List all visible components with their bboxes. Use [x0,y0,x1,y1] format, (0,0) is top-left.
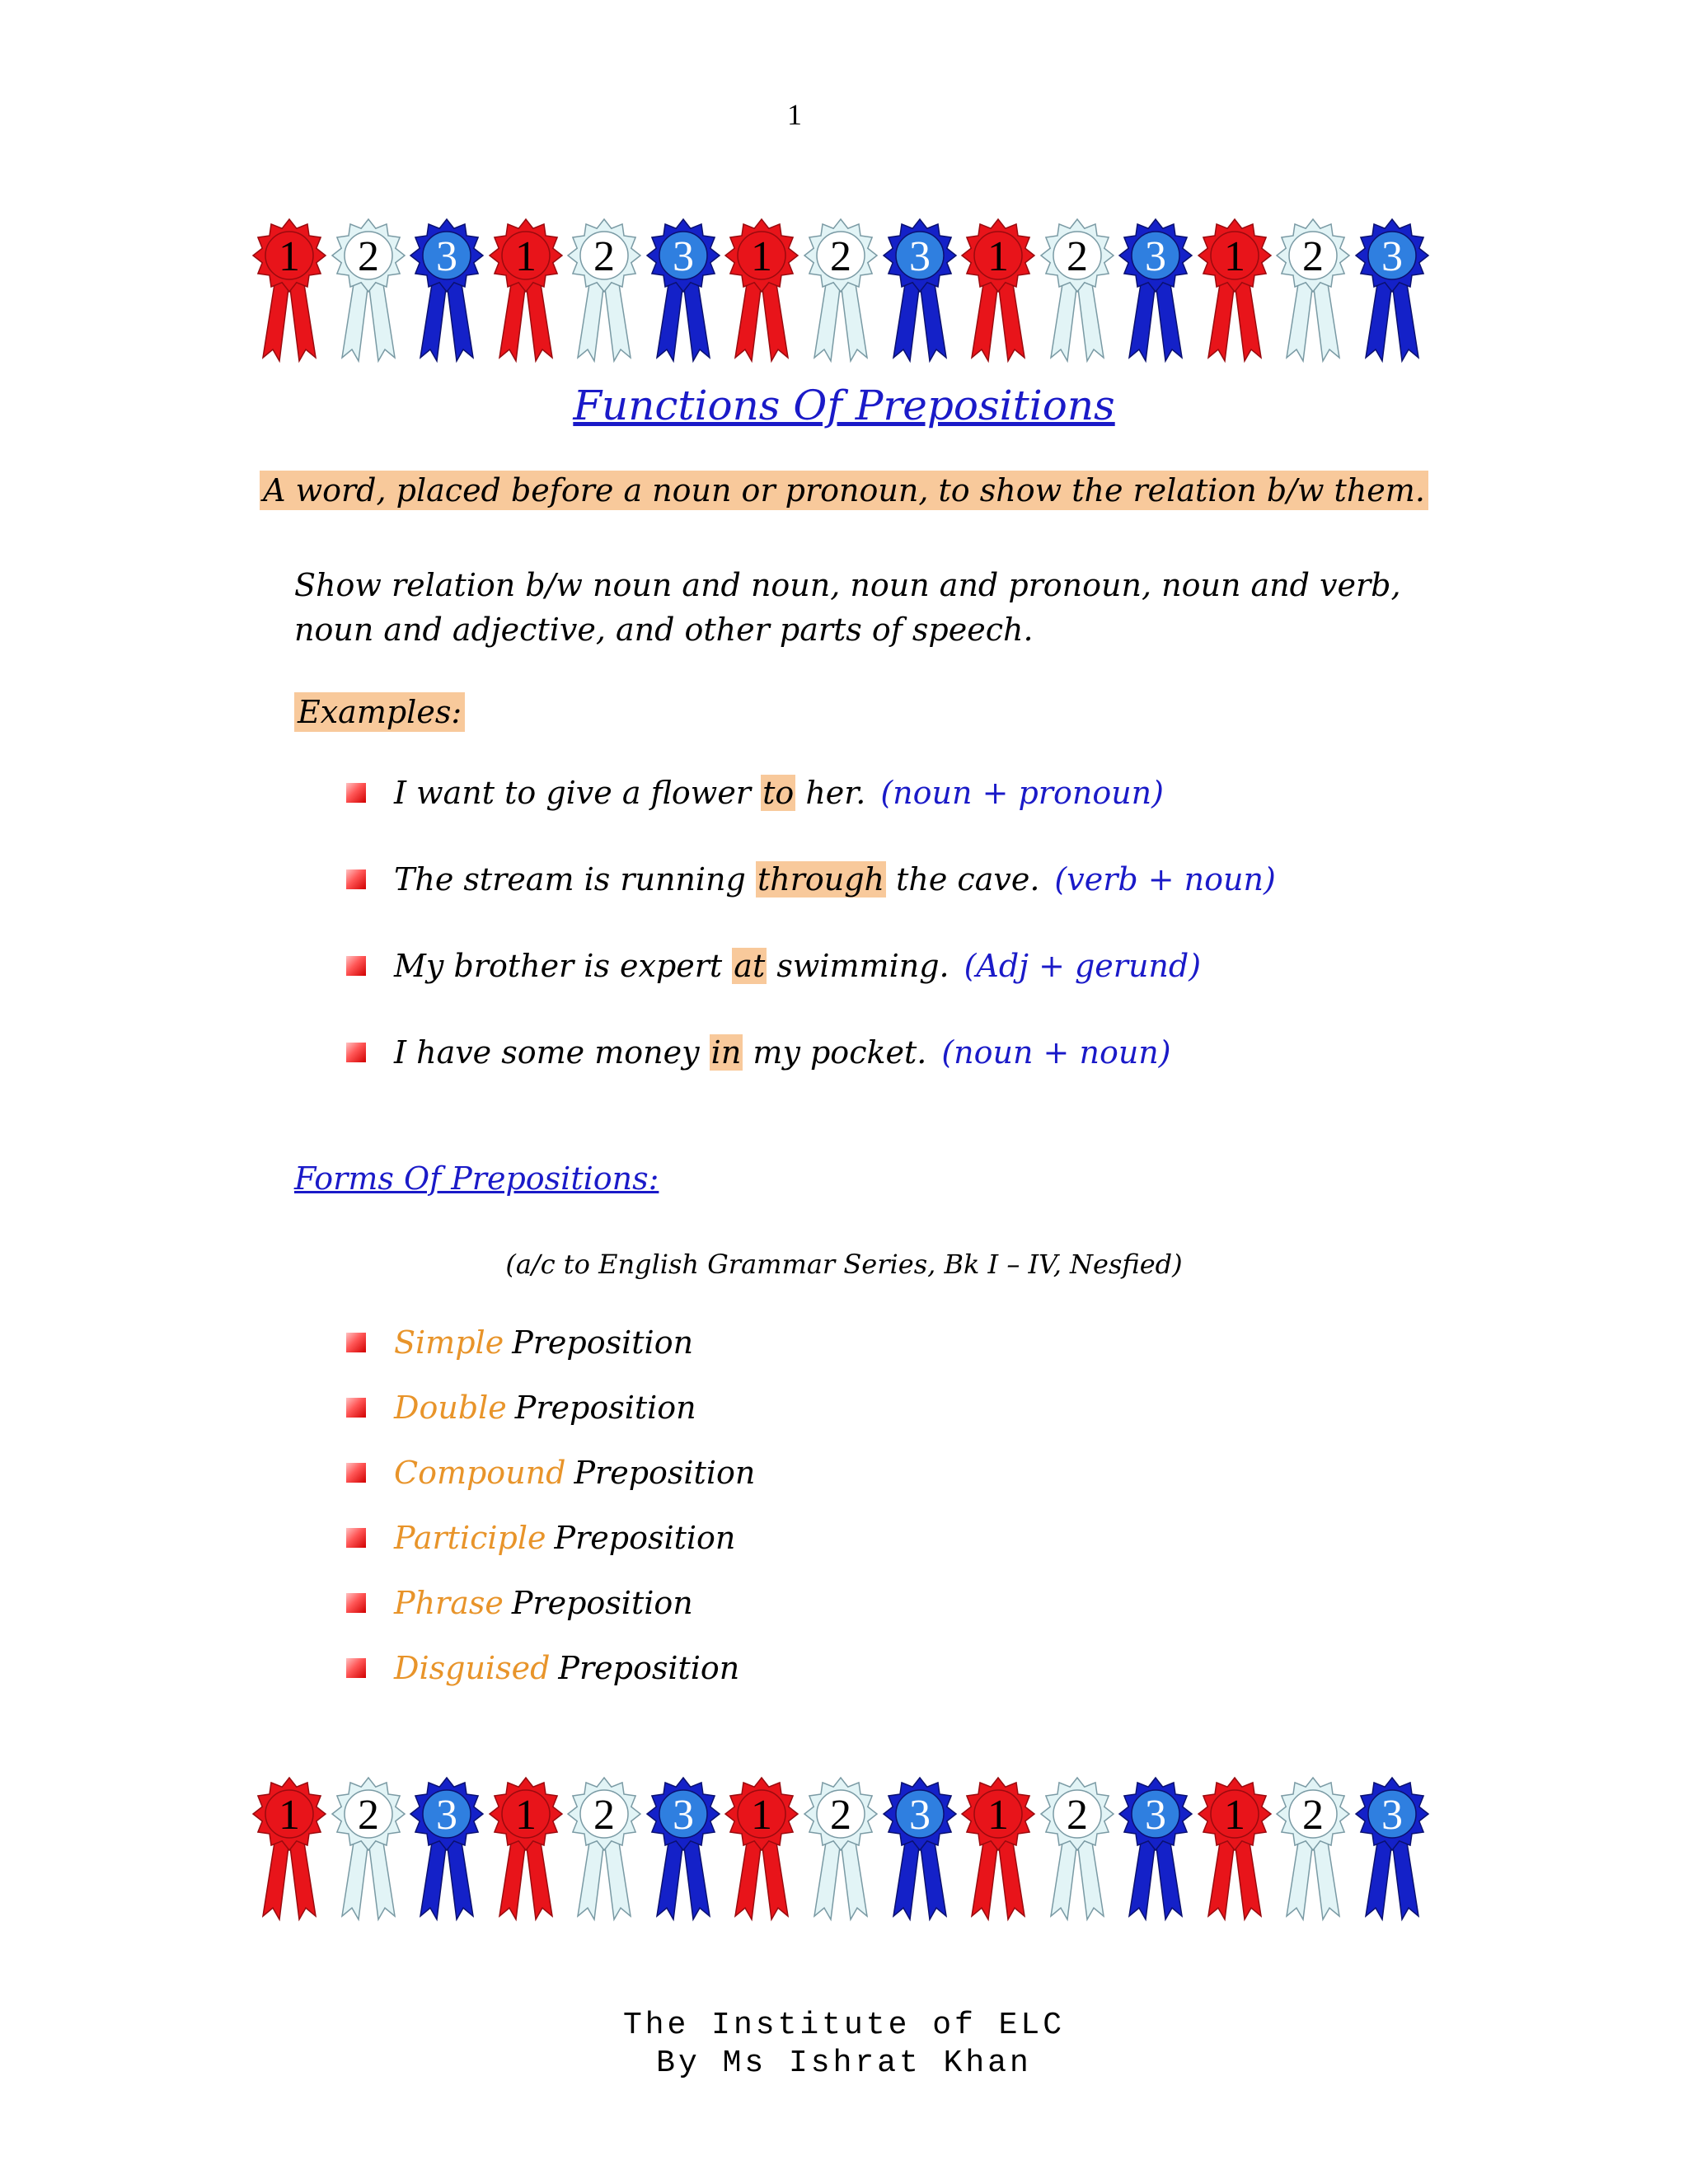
example-text-before: I want to give a flower [394,775,751,811]
preposition-highlight: at [734,948,766,984]
forms-heading: Forms Of Prepositions: [294,1160,659,1197]
example-note: (noun + pronoun) [880,775,1164,811]
example-note: (noun + noun) [941,1034,1171,1071]
ribbon-number: 3 [908,1792,931,1839]
ribbon-number: 1 [279,233,300,280]
footer-author: By Ms Ishrat Khan [656,2046,1032,2081]
ribbon-number: 3 [672,1792,694,1839]
ribbon-number: 3 [672,233,694,280]
award-ribbon-icon [1354,1774,1430,1923]
award-ribbon-icon [882,1774,958,1923]
award-ribbon-icon [803,1774,879,1923]
form-item [346,1324,693,1361]
form-item [346,1390,696,1426]
ribbon-number: 3 [436,233,458,280]
ribbon-number: 1 [514,1792,537,1839]
ribbon-number: 2 [357,233,379,280]
award-ribbon-icon [645,216,721,364]
award-ribbon-icon [566,216,642,364]
ribbon-number: 1 [279,1792,300,1839]
form-type: Simple [394,1324,504,1361]
ribbon-number: 2 [1066,233,1088,280]
example-text-before: My brother is expert [394,948,723,984]
square-bullet-icon [346,1528,366,1548]
ribbon-number: 2 [829,233,851,280]
ribbon-number: 3 [908,233,931,280]
award-ribbon-icon [251,216,327,364]
ribbon-number: 2 [1066,1792,1088,1839]
ribbon-number: 1 [987,1792,1010,1839]
example-item [346,948,1201,984]
award-ribbon-icon [1197,1774,1273,1923]
example-text-after: swimming. [776,948,950,984]
definition-text: A word, placed before a noun or pronoun, to show the relation b/w them. [260,471,1428,510]
form-word: Preposition [558,1650,740,1686]
award-ribbon-icon [1118,1774,1193,1923]
form-item [346,1650,739,1686]
award-ribbon-icon [566,1774,642,1923]
form-item [346,1520,735,1556]
square-bullet-icon [346,1333,366,1352]
examples-heading: Examples: [294,692,465,732]
award-ribbon-icon [409,216,485,364]
example-text-after: my pocket. [753,1034,927,1071]
award-ribbon-icon [645,1774,721,1923]
square-bullet-icon [346,869,366,889]
ribbon-number: 2 [1302,233,1325,280]
example-text-after: her. [805,775,866,811]
ribbon-number: 1 [751,233,773,280]
example-note: (verb + noun) [1054,861,1276,898]
award-ribbon-icon [488,1774,564,1923]
ribbon-number: 1 [1223,1792,1245,1839]
award-ribbon-icon [882,216,958,364]
ribbon-number: 1 [514,233,537,280]
ribbon-number: 2 [357,1792,379,1839]
award-ribbon-icon [488,216,564,364]
ribbon-number: 1 [987,233,1010,280]
form-type: Compound [394,1455,566,1491]
award-ribbon-icon [1039,216,1115,364]
example-text-before: The stream is running [394,861,746,898]
page-number: 1 [787,98,802,131]
award-ribbon-icon [960,216,1036,364]
award-ribbon-icon [409,1774,485,1923]
award-ribbon-icon [331,216,406,364]
example-text-after: the cave. [896,861,1040,898]
footer-institute: The Institute of ELC [622,2008,1066,2043]
ribbon-number: 2 [593,233,616,280]
award-ribbon-icon [331,1774,406,1923]
square-bullet-icon [346,1463,366,1483]
example-item [346,775,1164,811]
form-word: Preposition [511,1585,693,1621]
award-ribbon-icon [251,1774,327,1923]
preposition-highlight: in [710,1034,742,1071]
source-citation: (a/c to English Grammar Series, Bk I – IV, Nesfied) [505,1249,1183,1280]
award-ribbon-icon [960,1774,1036,1923]
ribbon-number: 2 [593,1792,616,1839]
square-bullet-icon [346,783,366,803]
form-type: Phrase [394,1585,504,1621]
square-bullet-icon [346,1043,366,1062]
ribbon-number: 3 [1145,233,1167,280]
form-type: Disguised [394,1650,551,1686]
form-type: Participle [394,1520,546,1556]
example-text-before: I have some money [394,1034,700,1071]
ribbon-border-bottom [251,1774,1430,1923]
form-word: Preposition [574,1455,756,1491]
form-item [346,1585,693,1621]
form-type: Double [394,1390,507,1426]
award-ribbon-icon [724,1774,799,1923]
example-item [346,1034,1171,1071]
form-item [346,1455,755,1491]
ribbon-number: 3 [1381,233,1403,280]
award-ribbon-icon [1039,1774,1115,1923]
ribbon-number: 1 [751,1792,773,1839]
award-ribbon-icon [1275,1774,1351,1923]
form-word: Preposition [514,1390,696,1426]
ribbon-number: 3 [1145,1792,1167,1839]
ribbon-number: 1 [1223,233,1245,280]
award-ribbon-icon [1354,216,1430,364]
ribbon-border-top [251,216,1430,364]
award-ribbon-icon [1275,216,1351,364]
square-bullet-icon [346,1658,366,1678]
ribbon-number: 3 [1381,1792,1403,1839]
preposition-highlight: through [757,861,885,898]
square-bullet-icon [346,1398,366,1418]
ribbon-number: 2 [1302,1792,1325,1839]
square-bullet-icon [346,956,366,976]
award-ribbon-icon [724,216,799,364]
award-ribbon-icon [1118,216,1193,364]
intro-paragraph: Show relation b/w noun and noun, noun and pronoun, noun and verb, noun and adjective, and other parts of speech. [294,567,1401,648]
example-note: (Adj + gerund) [964,948,1202,984]
award-ribbon-icon [803,216,879,364]
form-word: Preposition [554,1520,736,1556]
square-bullet-icon [346,1593,366,1613]
award-ribbon-icon [1197,216,1273,364]
footer [0,2007,1688,2083]
page-title: Functions Of Prepositions [573,382,1115,429]
ribbon-number: 3 [436,1792,458,1839]
definition-block [0,472,1688,509]
ribbon-number: 2 [829,1792,851,1839]
form-word: Preposition [512,1324,694,1361]
example-item [346,861,1276,898]
preposition-highlight: to [762,775,795,811]
